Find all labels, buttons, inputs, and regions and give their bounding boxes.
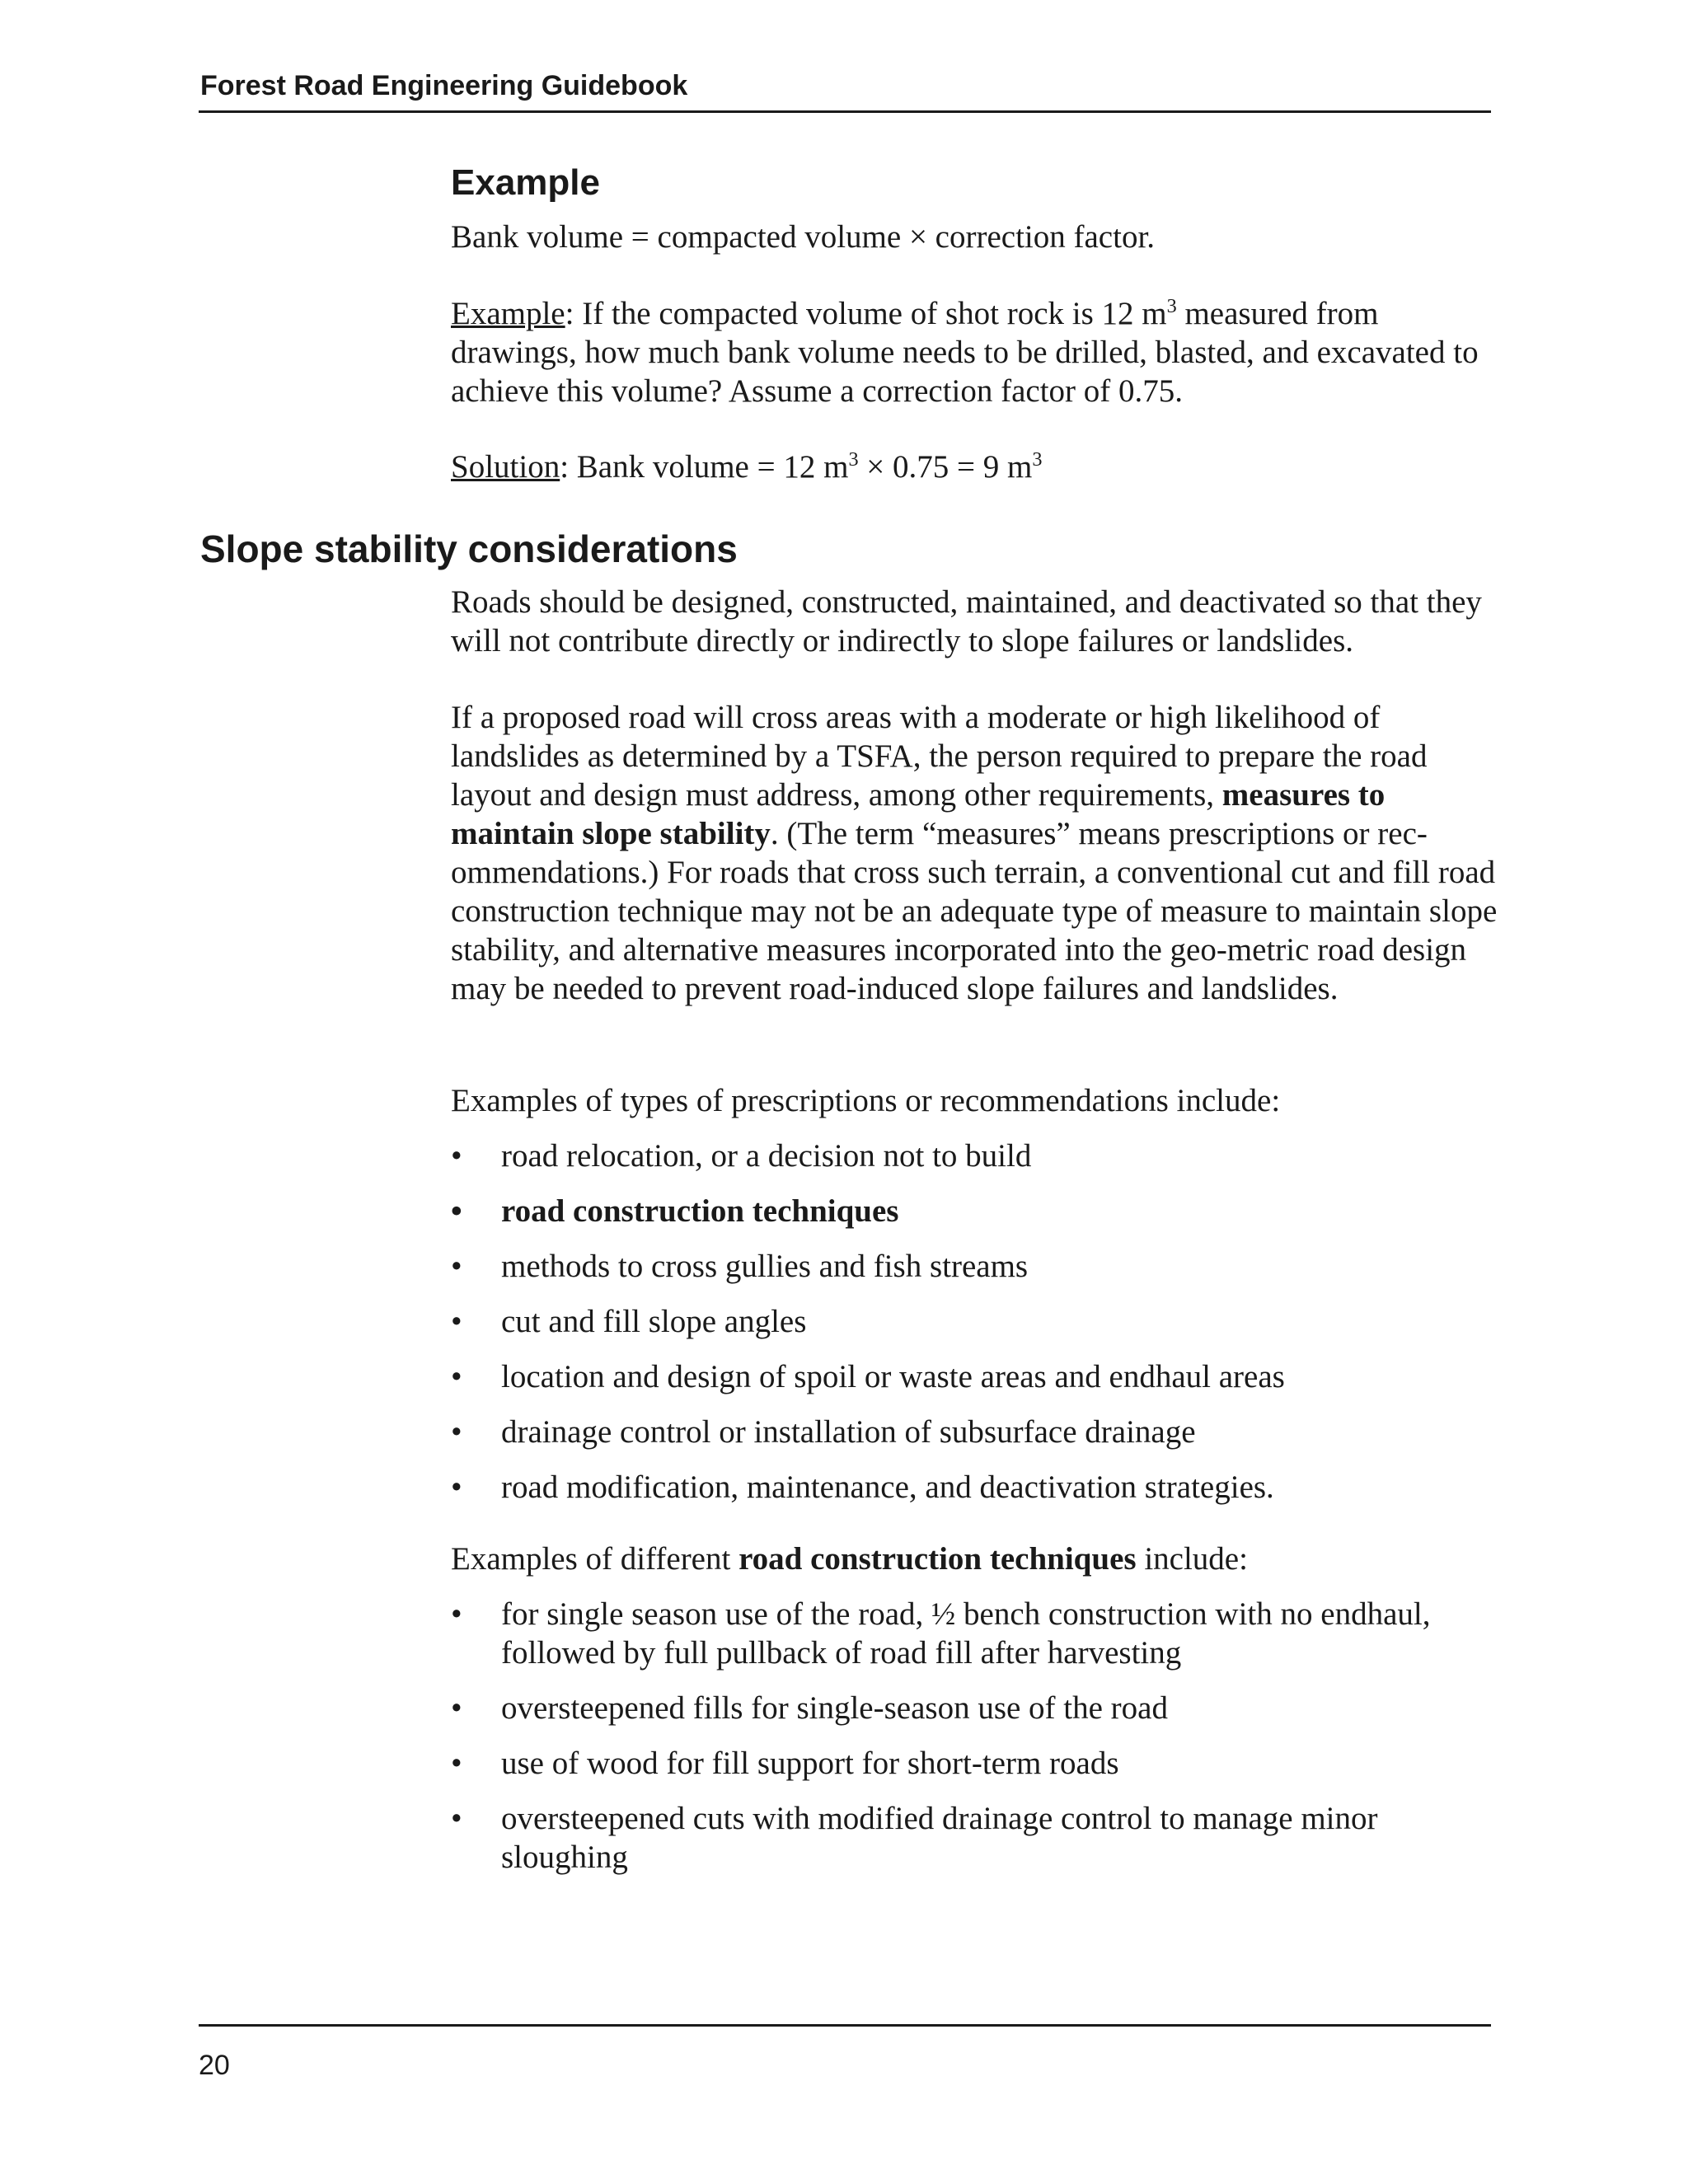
paragraph-text-1: If a proposed road will cross areas with a moderate or high likelihood of landslides as determined by a TSFA, the person required to prepare the road layout and design must address, among other requirements,	[451, 700, 1428, 813]
section-heading: Slope stability considerations	[200, 527, 738, 570]
prescriptions-block	[451, 1081, 1498, 1523]
example-solution	[451, 448, 1498, 486]
list-item: • oversteepened fills for single-season use of the road	[451, 1689, 1498, 1727]
problem-text-1: : If the compacted volume of shot rock is 12 m	[565, 296, 1167, 331]
page-number: 20	[199, 2050, 230, 2081]
example-label: Example	[451, 296, 565, 331]
solution-superscript-1: 3	[848, 448, 859, 471]
header-rule	[199, 110, 1491, 113]
intro-bold: road construction techniques	[738, 1541, 1137, 1577]
paragraph-text: Roads should be designed, constructed, maintained, and deactivated so that they will not contribute directly or indirectly to slope failures or landslides.	[451, 584, 1482, 658]
intro-text-2: include:	[1136, 1541, 1248, 1577]
solution-superscript-2: 3	[1032, 448, 1043, 471]
techniques-block	[451, 1540, 1498, 1893]
footer-rule	[199, 2024, 1491, 2027]
list-item: • cut and fill slope angles	[451, 1302, 1498, 1341]
prescriptions-list	[451, 1137, 1498, 1507]
list-item: • location and design of spoil or waste areas and endhaul areas	[451, 1357, 1498, 1396]
list-item: • oversteepened cuts with modified drainage control to manage minor sloughing	[451, 1799, 1498, 1877]
list-item: • road construction techniques	[451, 1192, 1498, 1230]
list-item: • for single season use of the road, ½ bench construction with no endhaul, followed by full pullback of road fill after harvesting	[451, 1595, 1498, 1672]
example-heading: Example	[451, 162, 600, 203]
running-header: Forest Road Engineering Guidebook	[200, 70, 688, 101]
problem-superscript: 3	[1166, 294, 1177, 317]
example-formula	[451, 218, 1498, 256]
list-item: • road relocation, or a decision not to build	[451, 1137, 1498, 1175]
techniques-intro	[451, 1540, 1498, 1578]
list-item: • use of wood for fill support for short-term roads	[451, 1744, 1498, 1783]
solution-label: Solution	[451, 449, 560, 485]
paragraph-text-2: . (The term “measures” means prescriptions or rec-ommendations.) For roads that cross such terrain, a conventional cut and fill road construction technique may not be an adequate type of measure to maintain slope stability, and alternative measures incorporated into the geo-metric road design may be needed to prevent road-induced slope failures and landslides.	[451, 816, 1498, 1006]
techniques-list	[451, 1595, 1498, 1877]
list-item: • methods to cross gullies and fish streams	[451, 1247, 1498, 1286]
list-item: • road modification, maintenance, and deactivation strategies.	[451, 1468, 1498, 1507]
intro-text-1: Examples of different	[451, 1541, 739, 1577]
solution-text-2: × 0.75 = 9 m	[858, 449, 1033, 485]
prescriptions-intro: Examples of types of prescriptions or recommendations include:	[451, 1083, 1281, 1118]
example-problem	[451, 294, 1498, 410]
list-item: • drainage control or installation of subsurface drainage	[451, 1413, 1498, 1451]
paragraph-bold: measures to maintain slope stability	[451, 777, 1386, 851]
problem-text-2: measured from drawings, how much bank volume needs to be drilled, blasted, and excavated to achieve this volume? Assume a correction factor of 0.75.	[451, 296, 1479, 409]
solution-text-1: : Bank volume = 12 m	[560, 449, 849, 485]
section-paragraph-2	[451, 698, 1498, 1008]
formula-text: Bank volume = compacted volume × correction factor.	[451, 219, 1156, 255]
section-paragraph-1	[451, 583, 1498, 660]
